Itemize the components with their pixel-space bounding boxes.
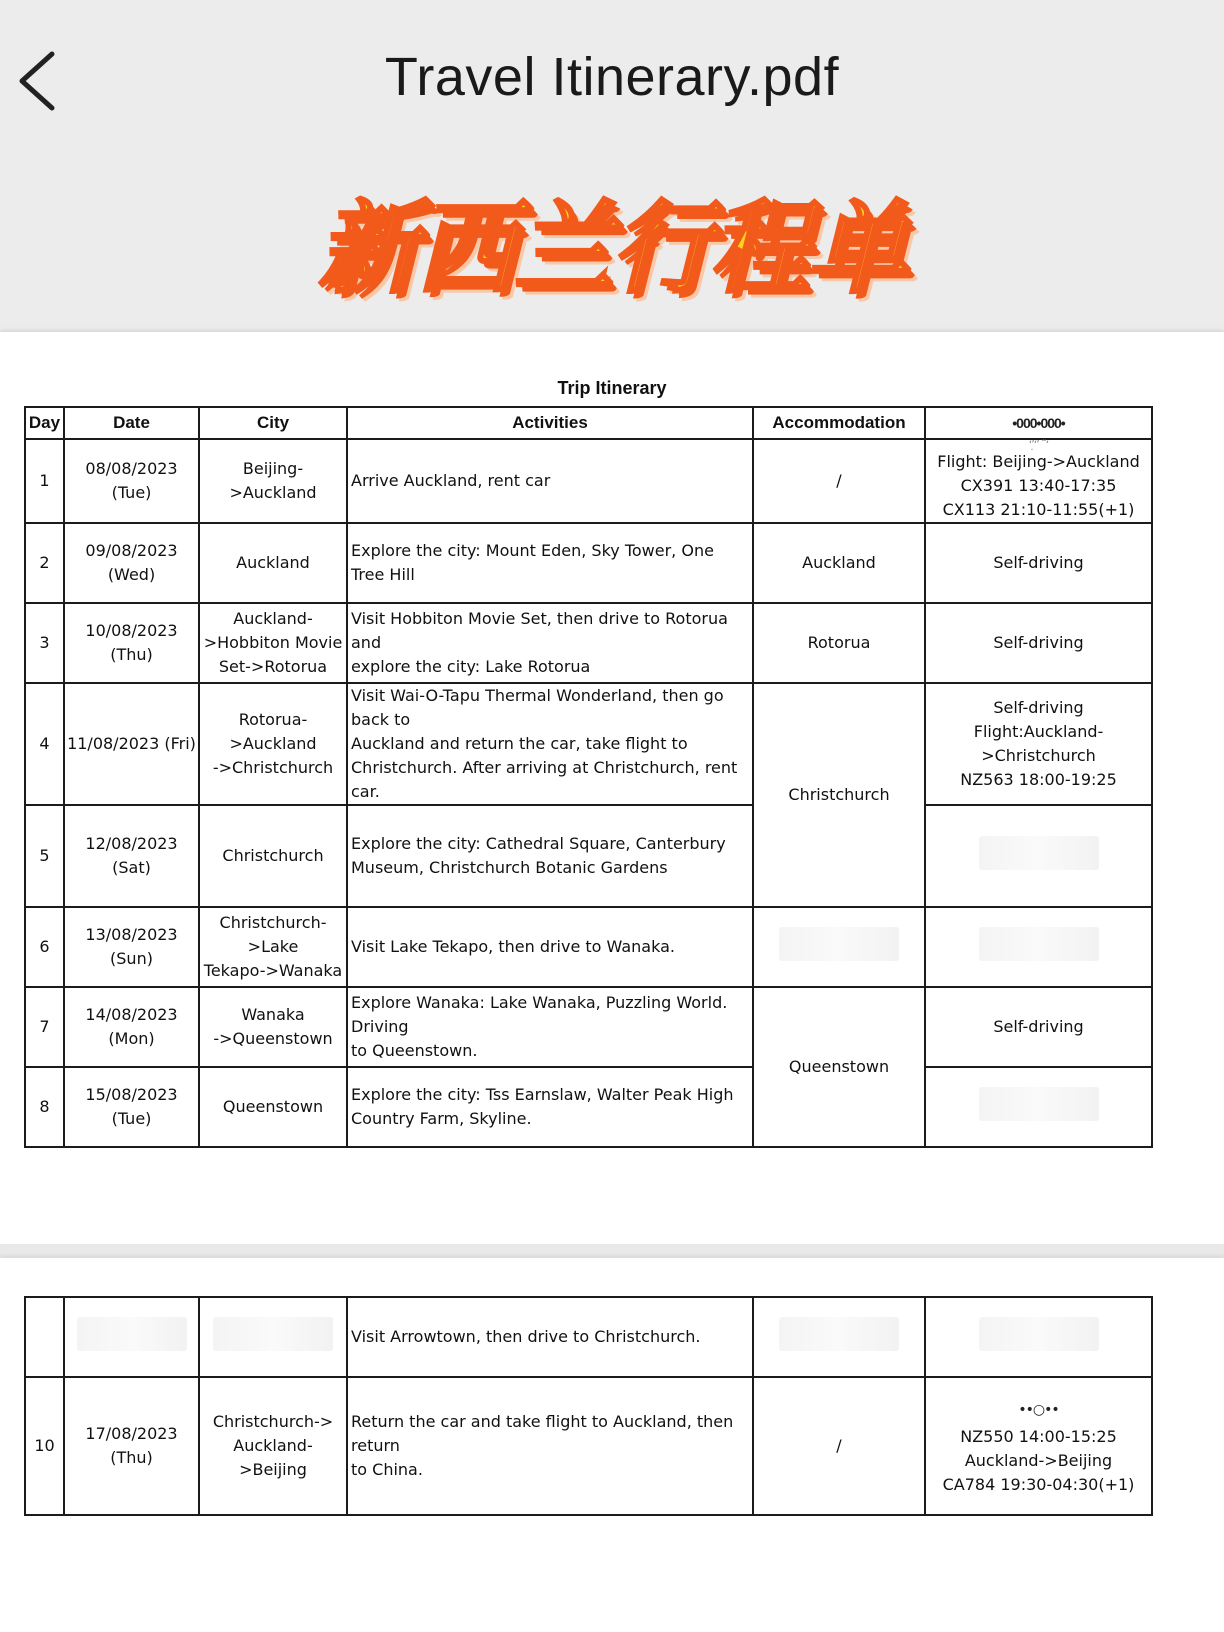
table-row [25, 683, 1152, 805]
pdf-page-2[interactable] [0, 1258, 1224, 1632]
activity-line: to Queenstown. [351, 1041, 478, 1060]
redaction-blur [979, 927, 1099, 961]
cell-city: Queenstown [199, 1067, 347, 1147]
cell-date: 08/08/2023 (Tue) [64, 439, 199, 523]
transport-line: Auckland->Beijing [964, 1451, 1113, 1470]
cell-city [199, 987, 347, 1067]
city-line: >Hobbiton Movie [203, 633, 343, 652]
city-line: Wanaka [241, 1005, 305, 1024]
activity-line: to China. [351, 1460, 423, 1479]
cell-accommodation-redacted [753, 907, 925, 987]
table-row [25, 603, 1152, 683]
activity-line: Explore Wanaka: Lake Wanaka, Puzzling World. Driving [351, 993, 728, 1036]
cell-activities [347, 1067, 753, 1147]
cell-activities [347, 805, 753, 907]
redaction-blur [213, 1317, 333, 1351]
cell-transport: Self-driving [925, 603, 1152, 683]
city-line: ->Christchurch [212, 758, 334, 777]
city-line: Auckland->Beijing [233, 1436, 313, 1479]
cell-activities: Explore the city: Mount Eden, Sky Tower, One Tree Hill [347, 523, 753, 603]
cell-date-redacted [64, 1297, 199, 1377]
activity-line: Return the car and take flight to Auckland, then return [351, 1412, 734, 1455]
cell-transport [925, 439, 1152, 523]
redaction-blur [979, 836, 1099, 870]
cell-activities [347, 1377, 753, 1515]
pdf-viewer-header [0, 0, 1224, 330]
cell-city-redacted [199, 1297, 347, 1377]
cell-activities: Arrive Auckland, rent car [347, 439, 753, 523]
cell-city [199, 603, 347, 683]
cell-city [199, 907, 347, 987]
table-row [25, 1067, 1152, 1147]
cell-city: Auckland [199, 523, 347, 603]
header-transport [925, 407, 1152, 439]
cell-accommodation: / [753, 439, 925, 523]
city-line: Rotorua->Auckland [229, 710, 317, 753]
table-row [25, 439, 1152, 523]
cell-day: 4 [25, 683, 64, 805]
cell-accommodation-redacted [753, 1297, 925, 1377]
cell-day: 3 [25, 603, 64, 683]
cell-day: 1 [25, 439, 64, 523]
cell-city: Beijing->Auckland [199, 439, 347, 523]
cell-date: 14/08/2023 (Mon) [64, 987, 199, 1067]
cell-activities [347, 683, 753, 805]
city-line: Tekapo->Wanaka [203, 961, 343, 980]
cell-activities: Visit Arrowtown, then drive to Christchurch. [347, 1297, 753, 1377]
transport-line: Flight: Beijing->Auckland [937, 452, 1140, 471]
cell-activities [347, 603, 753, 683]
redaction-blur [779, 927, 899, 961]
transport-line: Flight:Auckland->Christchurch [973, 722, 1104, 765]
cell-transport-redacted [925, 1297, 1152, 1377]
cell-day: 6 [25, 907, 64, 987]
itinerary-table-continued [24, 1296, 1153, 1516]
activity-line: Explore the city: Cathedral Square, Canterbury [351, 834, 726, 853]
redaction-blur [779, 1317, 899, 1351]
transport-line: Self-driving [993, 698, 1084, 717]
city-line: ->Queenstown [213, 1029, 333, 1048]
header-date: Date [64, 407, 199, 439]
cell-transport [925, 683, 1152, 805]
table-row [25, 1297, 1152, 1377]
header-activities: Activities [347, 407, 753, 439]
cell-transport: Self-driving [925, 523, 1152, 603]
pdf-page-1[interactable] [0, 332, 1224, 1244]
city-line: Christchurch-> [212, 1412, 334, 1431]
table-row [25, 907, 1152, 987]
header-day: Day [25, 407, 64, 439]
cell-transport-redacted [925, 805, 1152, 907]
redacted-note: ʻʼ̣ʻʼ ˜ʻ [1028, 438, 1049, 451]
transport-line: CX391 13:40-17:35 [960, 476, 1117, 495]
activity-line: Country Farm, Skyline. [351, 1109, 532, 1128]
activity-line: Visit Wai-O-Tapu Thermal Wonderland, then go back to [351, 686, 724, 729]
cell-day: 8 [25, 1067, 64, 1147]
activity-line: explore the city: Lake Rotorua [351, 657, 591, 676]
transport-line: CA784 19:30-04:30(+1) [942, 1475, 1135, 1494]
transport-line: NZ550 14:00-15:25 [960, 1427, 1117, 1446]
cell-date: 11/08/2023 (Fri) [64, 683, 199, 805]
cell-day: 10 [25, 1377, 64, 1515]
table-row [25, 805, 1152, 907]
redaction-blur [979, 1317, 1099, 1351]
redaction-blur [77, 1317, 187, 1351]
activity-line: Christchurch. After arriving at Christchurch, rent car. [351, 758, 738, 801]
table-title: Trip Itinerary [557, 378, 667, 398]
cell-transport: Self-driving [925, 987, 1152, 1067]
header-city: City [199, 407, 347, 439]
cell-accommodation: Rotorua [753, 603, 925, 683]
cell-day: 5 [25, 805, 64, 907]
table-row [25, 523, 1152, 603]
banner-title: 新西兰行程单 [318, 190, 906, 307]
itinerary-table [24, 406, 1153, 1148]
transport-line: NZ563 18:00-19:25 [960, 770, 1117, 789]
transport-line: CX113 21:10-11:55(+1) [942, 500, 1135, 519]
cell-accommodation: / [753, 1377, 925, 1515]
cell-day: 7 [25, 987, 64, 1067]
cell-date: 15/08/2023 (Tue) [64, 1067, 199, 1147]
cell-city [199, 683, 347, 805]
cell-transport [925, 1377, 1152, 1515]
redaction-blur [979, 1087, 1099, 1121]
cell-activities [347, 987, 753, 1067]
cell-date: 17/08/2023 (Thu) [64, 1377, 199, 1515]
activity-line: Museum, Christchurch Botanic Gardens [351, 858, 668, 877]
document-title: Travel Itinerary.pdf [384, 47, 840, 107]
cell-accommodation: Queenstown [753, 987, 925, 1147]
activity-line: Visit Hobbiton Movie Set, then drive to Rotorua and [351, 609, 728, 652]
cell-day-redacted [25, 1297, 64, 1377]
table-row [25, 987, 1152, 1067]
cell-activities: Visit Lake Tekapo, then drive to Wanaka. [347, 907, 753, 987]
city-line: Set->Rotorua [218, 657, 328, 676]
cell-date: 09/08/2023 (Wed) [64, 523, 199, 603]
cell-date: 10/08/2023 (Thu) [64, 603, 199, 683]
redacted-note: ••○•• [1018, 1402, 1059, 1418]
activity-line: Auckland and return the car, take flight to [351, 734, 688, 753]
city-line: Christchurch->Lake [219, 913, 327, 956]
cell-day: 2 [25, 523, 64, 603]
city-line: Auckland- [233, 609, 313, 628]
cell-accommodation: Auckland [753, 523, 925, 603]
header-accommodation: Accommodation [753, 407, 925, 439]
cell-accommodation: Christchurch [753, 683, 925, 907]
cell-city [199, 1377, 347, 1515]
redacted-header: •000•000• [1012, 415, 1065, 431]
cell-date: 12/08/2023 (Sat) [64, 805, 199, 907]
activity-line: Explore the city: Tss Earnslaw, Walter Peak High [351, 1085, 734, 1104]
cell-transport-redacted [925, 907, 1152, 987]
table-row [25, 1377, 1152, 1515]
cell-date: 13/08/2023 (Sun) [64, 907, 199, 987]
cell-transport-redacted [925, 1067, 1152, 1147]
cell-city: Christchurch [199, 805, 347, 907]
table-header-row [25, 407, 1152, 439]
